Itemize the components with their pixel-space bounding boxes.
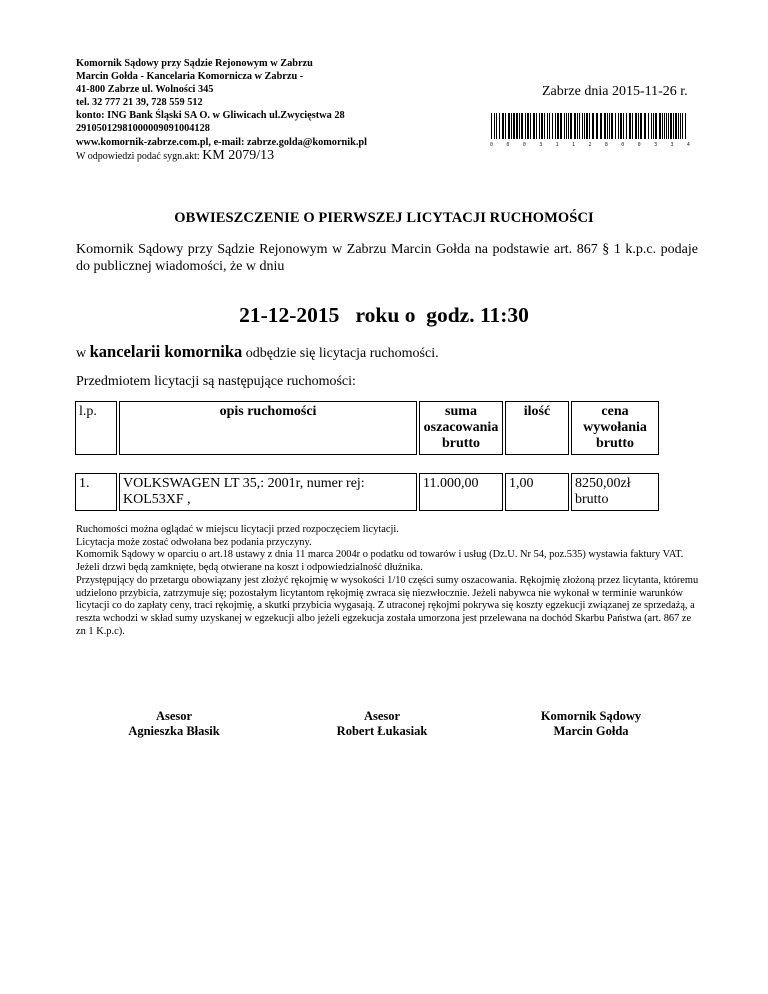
barcode-bar xyxy=(600,113,602,139)
barcode-digit: 1 xyxy=(555,142,559,148)
barcode-bar xyxy=(623,113,624,139)
case-reference xyxy=(76,149,367,163)
barcode-bar xyxy=(582,113,583,139)
barcode-bar xyxy=(560,113,562,139)
bailiff-header xyxy=(76,57,367,163)
document-date: Zabrze dnia 2015-11-26 r. xyxy=(542,84,688,99)
barcode-bar xyxy=(577,113,578,139)
barcode-bar xyxy=(632,113,633,139)
barcode-bar xyxy=(555,113,556,139)
barcode-bar xyxy=(516,113,518,139)
barcode-bar xyxy=(494,113,495,139)
auction-location xyxy=(76,342,439,362)
barcode-bar xyxy=(544,113,545,139)
barcode-digit: 8 xyxy=(604,142,608,148)
barcode-digit: 0 xyxy=(637,142,641,148)
barcode-bar xyxy=(620,113,622,139)
barcode-bar xyxy=(668,113,669,139)
note-line: Jeżeli drzwi będą zamknięte, będą otwierane na koszt i odpowiedzialność dłużnika. xyxy=(76,562,423,574)
barcode-bar xyxy=(629,113,631,139)
items-table xyxy=(73,399,661,513)
barcode-bar xyxy=(568,113,569,139)
signature-name: Agnieszka Błasik xyxy=(128,724,220,738)
auction-date-time: 21-12-2015 roku o godz. 11:30 xyxy=(239,303,529,327)
barcode-bar xyxy=(615,113,616,139)
barcode-bar xyxy=(557,113,559,139)
header-estimated-value: suma oszacowania brutto xyxy=(419,401,503,455)
header-starting-price: cena wywołania brutto xyxy=(571,401,659,455)
header-description: opis ruchomości xyxy=(119,401,417,455)
barcode-bar xyxy=(635,113,637,139)
barcode-bar xyxy=(499,113,500,139)
barcode-bar xyxy=(491,113,492,139)
barcode-bar xyxy=(589,113,590,139)
barcode-bar xyxy=(596,113,598,139)
barcode-bar xyxy=(651,113,652,139)
header-line: 29105012981000009091004128 xyxy=(76,123,210,135)
signature-block xyxy=(84,709,264,739)
barcode-bar xyxy=(675,113,677,139)
header-quantity: ilość xyxy=(505,401,569,455)
barcode-bar xyxy=(664,113,665,139)
note-line: Ruchomości można oglądać w miejscu licytacji przed rozpoczęciem licytacji. xyxy=(76,524,399,535)
barcode-digit: 3 xyxy=(539,142,543,148)
barcode-bar xyxy=(682,113,683,139)
note-line: Licytacja może zostać odwołana bez podania przyczyny. xyxy=(76,536,312,548)
barcode-bar xyxy=(678,113,679,139)
barcode-bar xyxy=(530,113,531,139)
location-suffix: odbędzie się licytacja ruchomości. xyxy=(245,346,439,361)
barcode-bar xyxy=(521,113,523,139)
header-line: konto: ING Bank Śląski SA O. w Gliwicach ul.Zwycięstwa 28 xyxy=(76,110,345,122)
cell-starting-price: 8250,00zł brutto xyxy=(571,473,659,511)
barcode-bar xyxy=(584,113,585,139)
header-line: Komornik Sądowy przy Sądzie Rejonowym w Zabrzu xyxy=(76,58,313,69)
signature-name: Robert Łukasiak xyxy=(336,724,428,738)
signature-role: Komornik Sądowy xyxy=(540,709,642,723)
notice-title: OBWIESZCZENIE O PIERWSZEJ LICYTACJI RUCHOMOŚCI xyxy=(174,210,594,226)
signature-block xyxy=(292,709,472,739)
barcode-digit: 4 xyxy=(686,142,690,148)
signature-name: Marcin Gołda xyxy=(553,724,629,738)
barcode-bar xyxy=(666,113,667,139)
barcode-bar xyxy=(604,113,606,139)
subject-line: Przedmiotem licytacji są następujące ruchomości: xyxy=(76,374,356,389)
barcode-digit: 3 xyxy=(670,142,674,148)
barcode-bar xyxy=(607,113,608,139)
barcode-bar xyxy=(648,113,649,139)
header-line: www.komornik-zabrze.com.pl, e-mail: zabrze.golda@komornik.pl xyxy=(76,136,368,148)
signature-role: Asesor xyxy=(363,709,401,723)
barcode-bar xyxy=(508,113,510,139)
barcode-bar xyxy=(566,113,567,139)
header-lp: l.p. xyxy=(75,401,117,455)
barcode-bar xyxy=(618,113,619,139)
table-row xyxy=(75,473,659,511)
barcode-bar xyxy=(592,113,594,139)
barcode-digit: 0 xyxy=(506,142,510,148)
note-line: Komornik Sądowy w oparciu o art.18 ustawy z dnia 11 marca 2004r o podatku od towarów i usług (Dz.U. Nr 54, poz.535) wystawia faktury VAT. xyxy=(76,549,684,561)
barcode-digit: 0 xyxy=(621,142,625,148)
header-line: Marcin Gołda - Kancelaria Komornicza w Zabrzu - xyxy=(76,71,304,83)
header-line: 41-800 Zabrze ul. Wolności 345 xyxy=(76,84,214,96)
barcode-bar xyxy=(505,113,506,139)
barcode-bar xyxy=(539,113,540,139)
intro-paragraph: Komornik Sądowy przy Sądzie Rejonowym w Zabrzu Marcin Gołda na podstawie art. 867 § 1 k.p.c. podaje do publicznej wiadomości, że w dniu xyxy=(76,242,698,274)
barcode-bar xyxy=(536,113,537,139)
barcode-bar xyxy=(640,113,642,139)
barcode-bar xyxy=(519,113,520,139)
barcode-bar xyxy=(533,113,535,139)
note-line: Przystępujący do przetargu obowiązany jest złożyć rękojmię w wysokości 1/10 części sumy oszacowania. Rękojmię złożoną przez licytanta, któremu udzielono przybicia, zatrzymuje się; pozostałym licytantom rękojmię zwraca się niezwłocznie. Jeżeli nabywca nie wykonał w terminie warunków licytacji co do zapłaty ceny, traci rękojmię, a skutki przybicia wygasają. Z utraconej rękojmi pokrywa się koszty egzekucji związanej ze sprzedażą, a reszta wchodzi w skład sumy uzyskanej w egzekucji albo jeżeli egzekucja została umorzona jest przelewana na dochód Skarbu Państwa (art. 867 ze zn 1 K.p.c). xyxy=(76,574,699,637)
barcode-bar xyxy=(655,113,657,139)
barcode-bar xyxy=(680,113,681,139)
barcode-bar xyxy=(659,113,661,139)
barcode-bar xyxy=(638,113,639,139)
barcode-bar xyxy=(611,113,613,139)
barcode-bar xyxy=(496,113,497,139)
barcode-bar xyxy=(653,113,654,139)
barcode-bar xyxy=(527,113,529,139)
barcode-bar xyxy=(511,113,512,139)
barcode-bar xyxy=(670,113,672,139)
signature-block xyxy=(501,709,681,739)
barcode-digit: 0 xyxy=(490,142,494,148)
table-spacer xyxy=(75,457,659,471)
barcode-bar xyxy=(609,113,610,139)
location-place: kancelarii komornika xyxy=(89,342,243,361)
barcode-bar xyxy=(626,113,627,139)
barcode-bar xyxy=(662,113,663,139)
barcode-bar xyxy=(549,113,550,139)
barcode-bar xyxy=(513,113,515,139)
barcode-bar xyxy=(552,113,553,139)
auction-notes xyxy=(76,524,700,638)
case-reference-label: W odpowiedzi podać sygn.akt: xyxy=(76,150,200,162)
barcode-bar xyxy=(574,113,576,139)
barcode-bar xyxy=(570,113,572,139)
barcode-bar xyxy=(586,113,588,139)
header-line: tel. 32 777 21 39, 728 559 512 xyxy=(76,97,203,109)
barcode xyxy=(490,113,690,148)
barcode-image xyxy=(490,113,690,141)
barcode-digits xyxy=(490,142,690,148)
barcode-bar xyxy=(644,113,646,139)
barcode-bar xyxy=(502,113,504,139)
barcode-bar xyxy=(525,113,526,139)
signature-role: Asesor xyxy=(155,709,193,723)
barcode-digit: 0 xyxy=(522,142,526,148)
cell-estimated-value: 11.000,00 xyxy=(419,473,503,511)
barcode-bar xyxy=(579,113,580,139)
barcode-digit: 3 xyxy=(654,142,658,148)
cell-description: VOLKSWAGEN LT 35,: 2001r, numer rej: KOL53XF , xyxy=(119,473,417,511)
barcode-digit: 1 xyxy=(572,142,576,148)
case-reference-value: KM 2079/13 xyxy=(202,147,275,163)
barcode-bar xyxy=(685,113,686,139)
barcode-bar xyxy=(547,113,548,139)
cell-quantity: 1,00 xyxy=(505,473,569,511)
barcode-bar xyxy=(673,113,674,139)
barcode-bar xyxy=(564,113,565,139)
location-prefix: w xyxy=(76,346,87,361)
table-header-row xyxy=(75,401,659,455)
cell-lp: 1. xyxy=(75,473,117,511)
barcode-bar xyxy=(541,113,543,139)
barcode-digit: 2 xyxy=(588,142,592,148)
